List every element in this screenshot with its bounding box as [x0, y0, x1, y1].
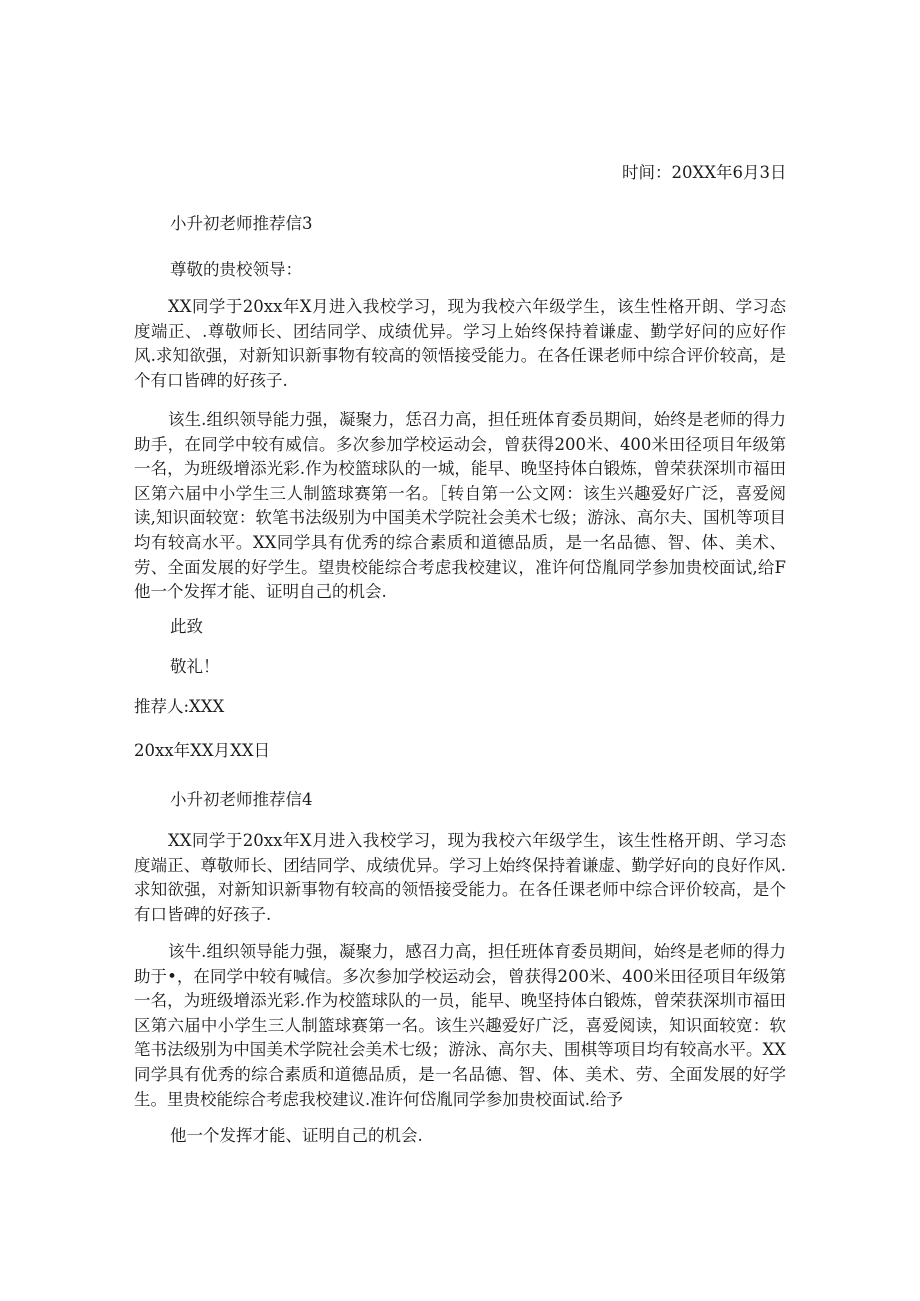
letter4-title: 小升初老师推荐信4 — [170, 790, 313, 809]
letter4-paragraph-2 — [134, 940, 786, 1112]
letter4-paragraph-2-text: 该牛.组织领导能力强，凝聚力，感召力高，担任班体育委员期间，始终是老师的得力助于•，在同学中较有喊信。多次参加学校运动会，曾获得200米、400米田径项目年级第一名，为班级增添光彩.作为校篮球队的一员，能早、晚坚持体白锻炼，曾荣获深圳市福田区第六届中小学生三人制篮球赛第一名。该生兴趣爱好广泛，喜爱阅读，知识面较宽：软笔书法级别为中国美术学院社会美术七级；游泳、高尔夫、围棋等项目均有较高水平。XX同学具有优秀的综合素质和道德品质，是一名品德、智、体、美术、劳、全面发展的好学生。里贵校能综合考虑我校建议.准许何岱胤同学参加贵校面试.给予 — [134, 942, 786, 1109]
letter4-paragraph-1-text: XX同学于20xx年X月进入我校学习，现为我校六年级学生，该生性格开朗、学习态度端正、尊敬师长、团结同学、成绩优异。学习上始终保持着谦虚、勤学好向的良好作风.求知欲强，对新知识新事物有较高的领悟接受能力。在各任课老师中综合评价较高，是个有口皆碑的好孩子. — [134, 831, 786, 924]
letter3-closing-1: 此致 — [170, 617, 203, 636]
letter3-paragraph-1 — [134, 295, 786, 393]
letter4-paragraph-3: 他一个发挥才能、证明自己的机会. — [170, 1126, 423, 1145]
letter3-paragraph-2-text: 该生.组织领导能力强，凝聚力，恁召力高，担任班体育委员期间，始终是老师的得力助手，在同学中较有威信。多次参加学校运动会，曾获得200米、400米田径项目年级第一名，为班级增添光彩.作为校篮球队的一城，能早、晚坚持体白锻炼，曾荣获深圳市福田区第六届中小学生三人制篮球赛第一名。［转自第一公文网：该生兴趣爱好广泛，喜爱阅读,知识面较宽：软笔书法级别为中国美术学院社会美术七级；游泳、高尔夫、国机等项目均有较高水平。XX同学具有优秀的综合素质和道德品质，是一名品德、智、体、美术、劳、全面发展的好学生。望贵校能综合考虑我校建议，准许何岱胤同学参加贵校面试,给F他一个发挥才能、证明自己的机会. — [134, 410, 786, 602]
date-line: 时间：20XX年6月3日 — [622, 163, 787, 182]
letter3-paragraph-2 — [134, 408, 786, 605]
letter3-date: 20xx年XX月XX日 — [134, 741, 271, 760]
letter3-recommender: 推荐人:XXX — [134, 697, 225, 716]
letter3-salutation: 尊敬的贵校领导： — [170, 260, 302, 279]
letter3-title: 小升初老师推荐信3 — [170, 214, 313, 233]
letter3-closing-2: 敬礼！ — [170, 657, 220, 676]
letter4-paragraph-1 — [134, 829, 786, 927]
letter3-paragraph-1-text: XX同学于20xx年X月进入我校学习，现为我校六年级学生，该生性格开朗、学习态度端正、.尊敬师长、团结同学、成绩优异。学习上始终保持着谦虚、勤学好问的应好作风.求知欲强，对新知识新事物有较高的领悟接受能力。在各任课老师中综合评价较高，是个有口皆碑的好孩子. — [134, 297, 786, 390]
